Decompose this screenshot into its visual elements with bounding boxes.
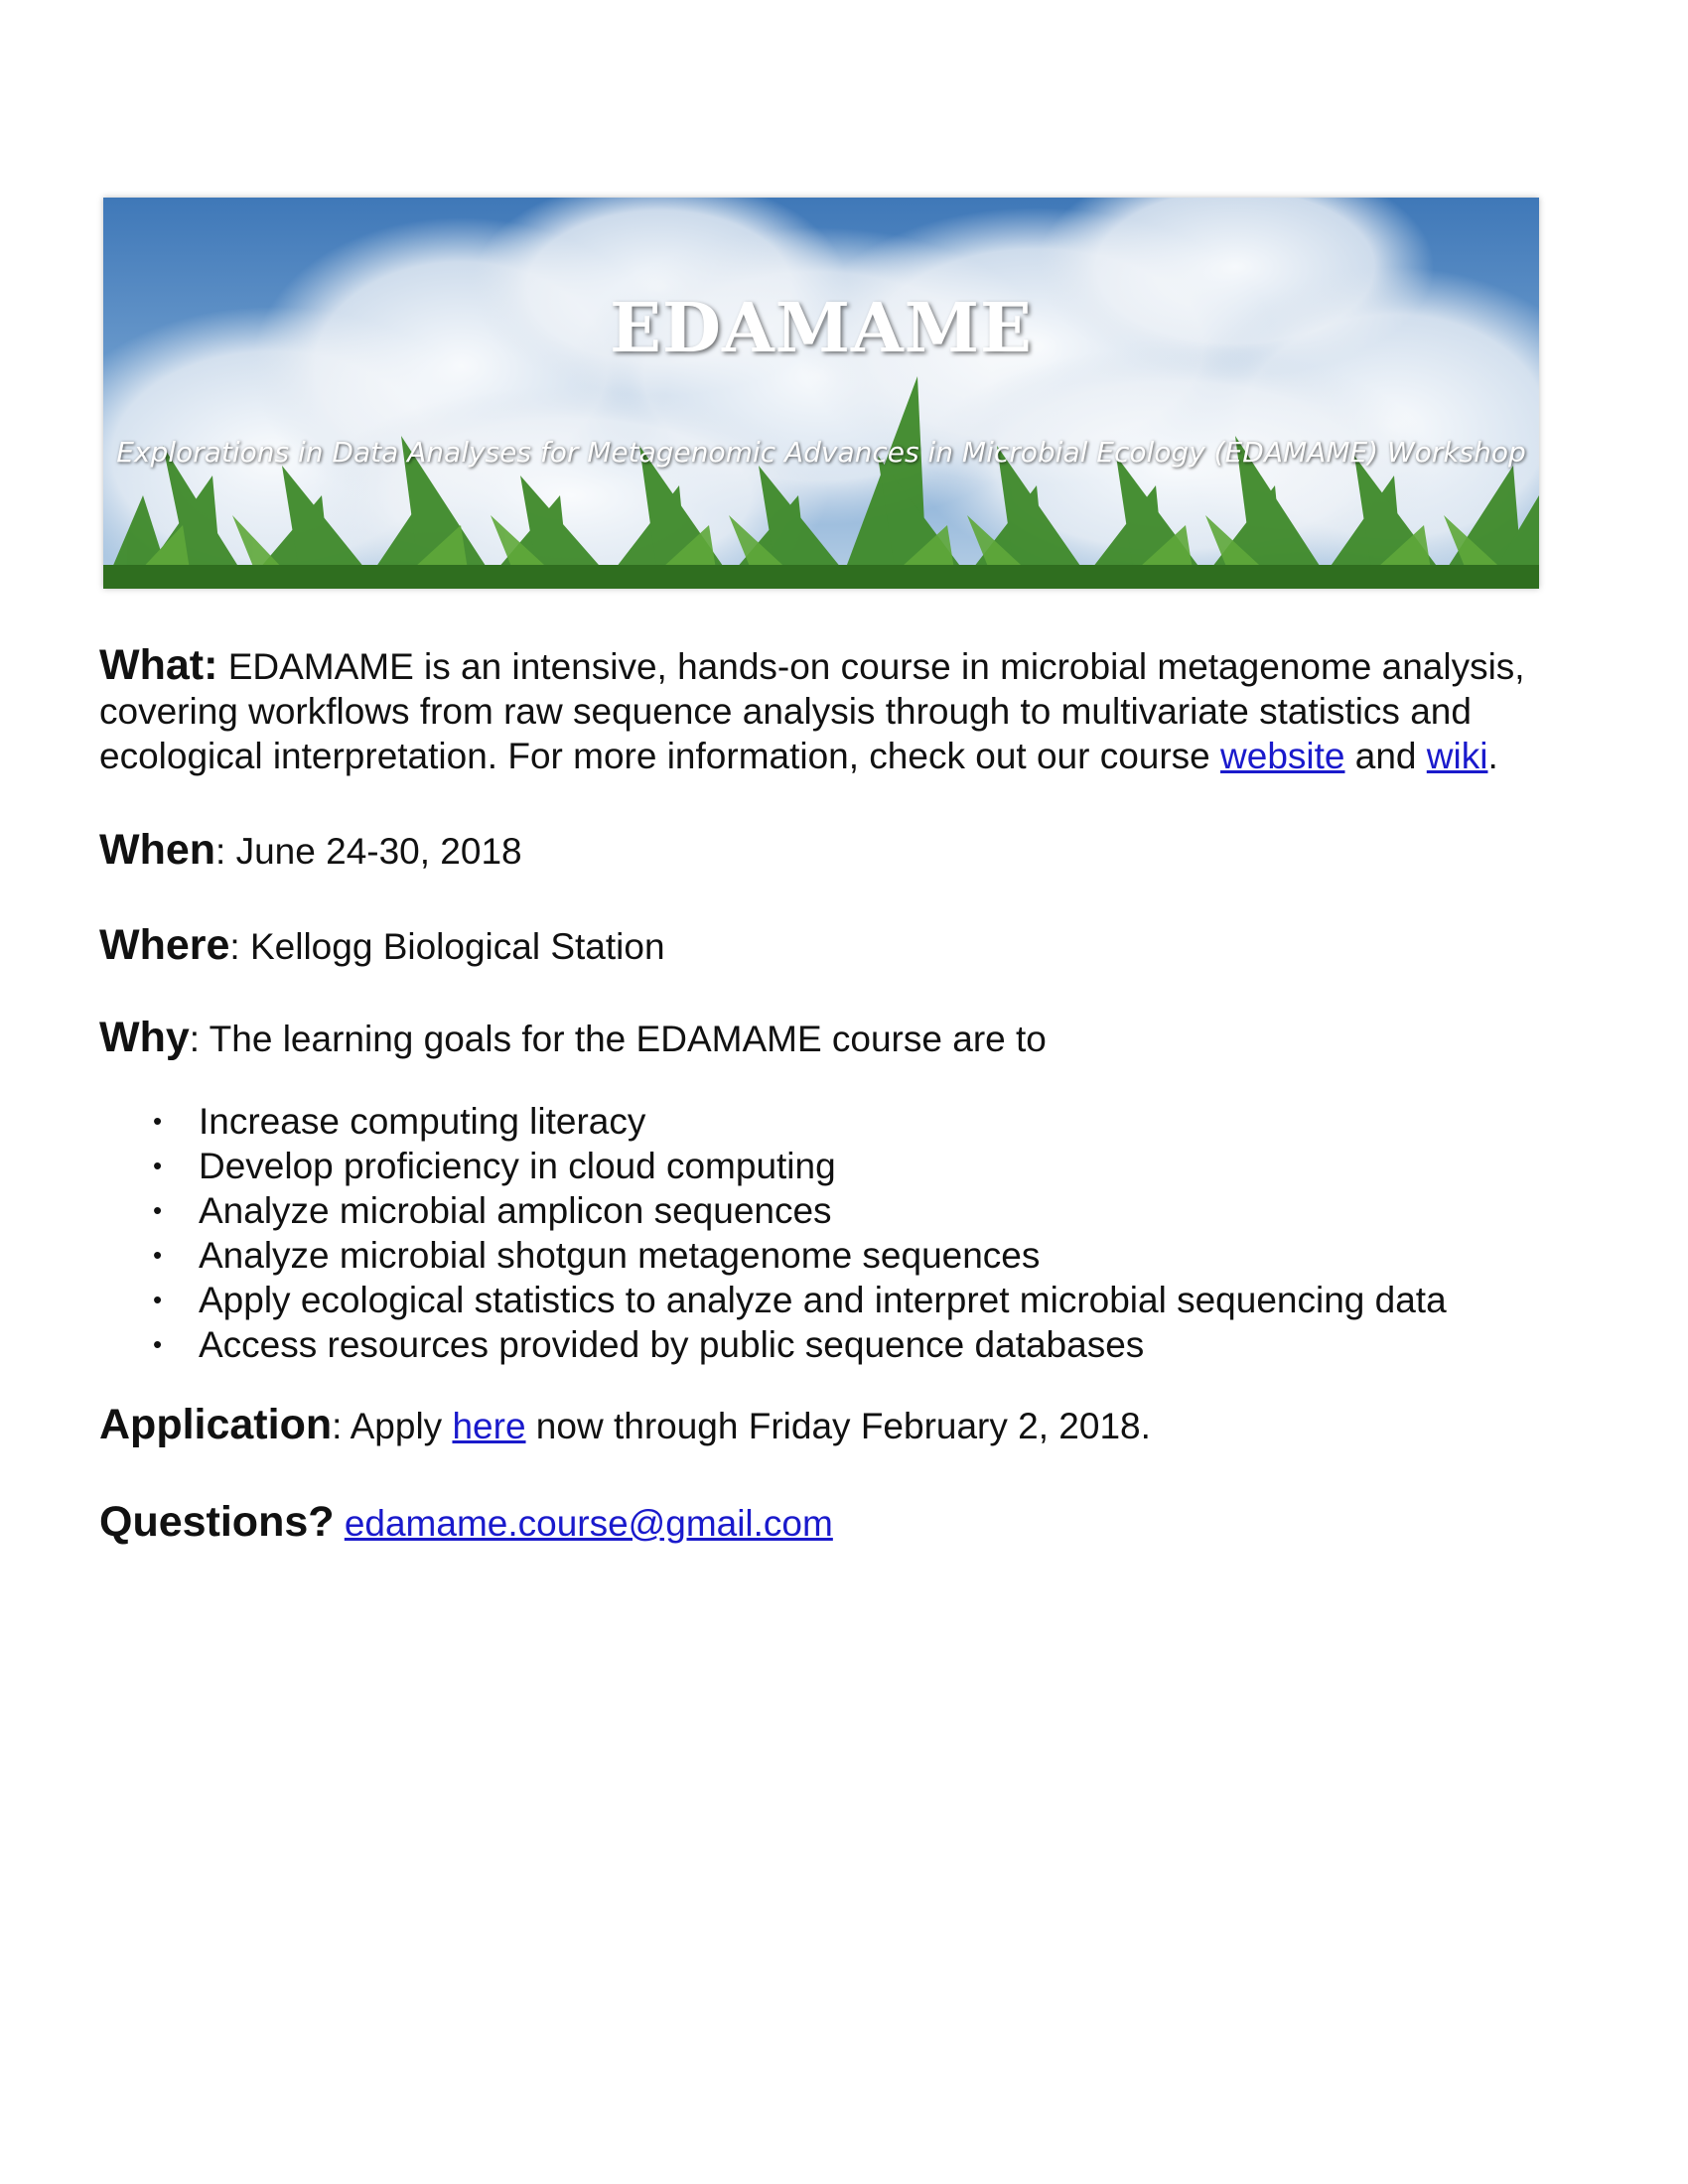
bullet-icon: • [153, 1285, 163, 1314]
list-item [99, 1278, 1549, 1322]
goal-text: Develop proficiency in cloud computing [199, 1146, 836, 1186]
questions-label: Questions? [99, 1498, 335, 1546]
what-end-text: . [1487, 736, 1498, 776]
list-item [99, 1099, 1549, 1144]
banner-title: EDAMAME [610, 289, 1033, 368]
goal-text: Increase computing literacy [199, 1101, 646, 1142]
application-text-after: now through Friday February 2, 2018. [525, 1406, 1151, 1446]
what-text: EDAMAME is an intensive, hands-on course in microbial metagenome analysis, covering workflows from raw sequence analysis through to multivariate statistics and ecological interpretation. For more information, check out our course [99, 646, 1525, 776]
questions-section [99, 1500, 1549, 1546]
bullet-icon: • [153, 1240, 163, 1270]
apply-here-link[interactable]: here [452, 1406, 526, 1446]
bullet-icon: • [153, 1195, 163, 1225]
list-item [99, 1188, 1549, 1233]
flyer-body [99, 643, 1549, 1546]
why-label: Why [99, 1014, 190, 1061]
website-link[interactable]: website [1220, 736, 1345, 776]
list-item [99, 1322, 1549, 1367]
header-banner [103, 198, 1539, 589]
where-section [99, 923, 1549, 969]
list-item [99, 1144, 1549, 1188]
why-text: : The learning goals for the EDAMAME course are to [189, 1019, 1047, 1059]
goal-text: Analyze microbial amplicon sequences [199, 1190, 832, 1231]
banner-subtitle: Explorations in Data Analyses for Metagenomic Advances in Microbial Ecology (EDAMAME) Workshop [116, 436, 1526, 469]
when-section [99, 828, 1549, 874]
wiki-link[interactable]: wiki [1426, 736, 1488, 776]
learning-goals-list [99, 1099, 1549, 1367]
email-link[interactable]: edamame.course@gmail.com [344, 1503, 833, 1544]
what-label: What [99, 641, 205, 689]
list-item [99, 1233, 1549, 1278]
application-text-before: : Apply [332, 1406, 453, 1446]
what-and-text: and [1344, 736, 1427, 776]
goal-text: Access resources provided by public sequence databases [199, 1324, 1145, 1365]
bullet-icon: • [153, 1106, 163, 1136]
banner-image [103, 198, 1539, 589]
goal-text: Analyze microbial shotgun metagenome sequences [199, 1235, 1041, 1276]
when-label: When [99, 826, 216, 874]
goal-text: Apply ecological statistics to analyze and interpret microbial sequencing data [199, 1280, 1447, 1320]
where-label: Where [99, 921, 230, 969]
when-text: : June 24-30, 2018 [215, 831, 522, 872]
application-section [99, 1403, 1549, 1448]
application-label: Application [99, 1401, 333, 1448]
where-text: : Kellogg Biological Station [229, 926, 665, 967]
what-colon: : [204, 641, 218, 689]
what-section [99, 643, 1549, 778]
bullet-icon: • [153, 1329, 163, 1359]
why-section [99, 1016, 1549, 1061]
bullet-icon: • [153, 1151, 163, 1180]
